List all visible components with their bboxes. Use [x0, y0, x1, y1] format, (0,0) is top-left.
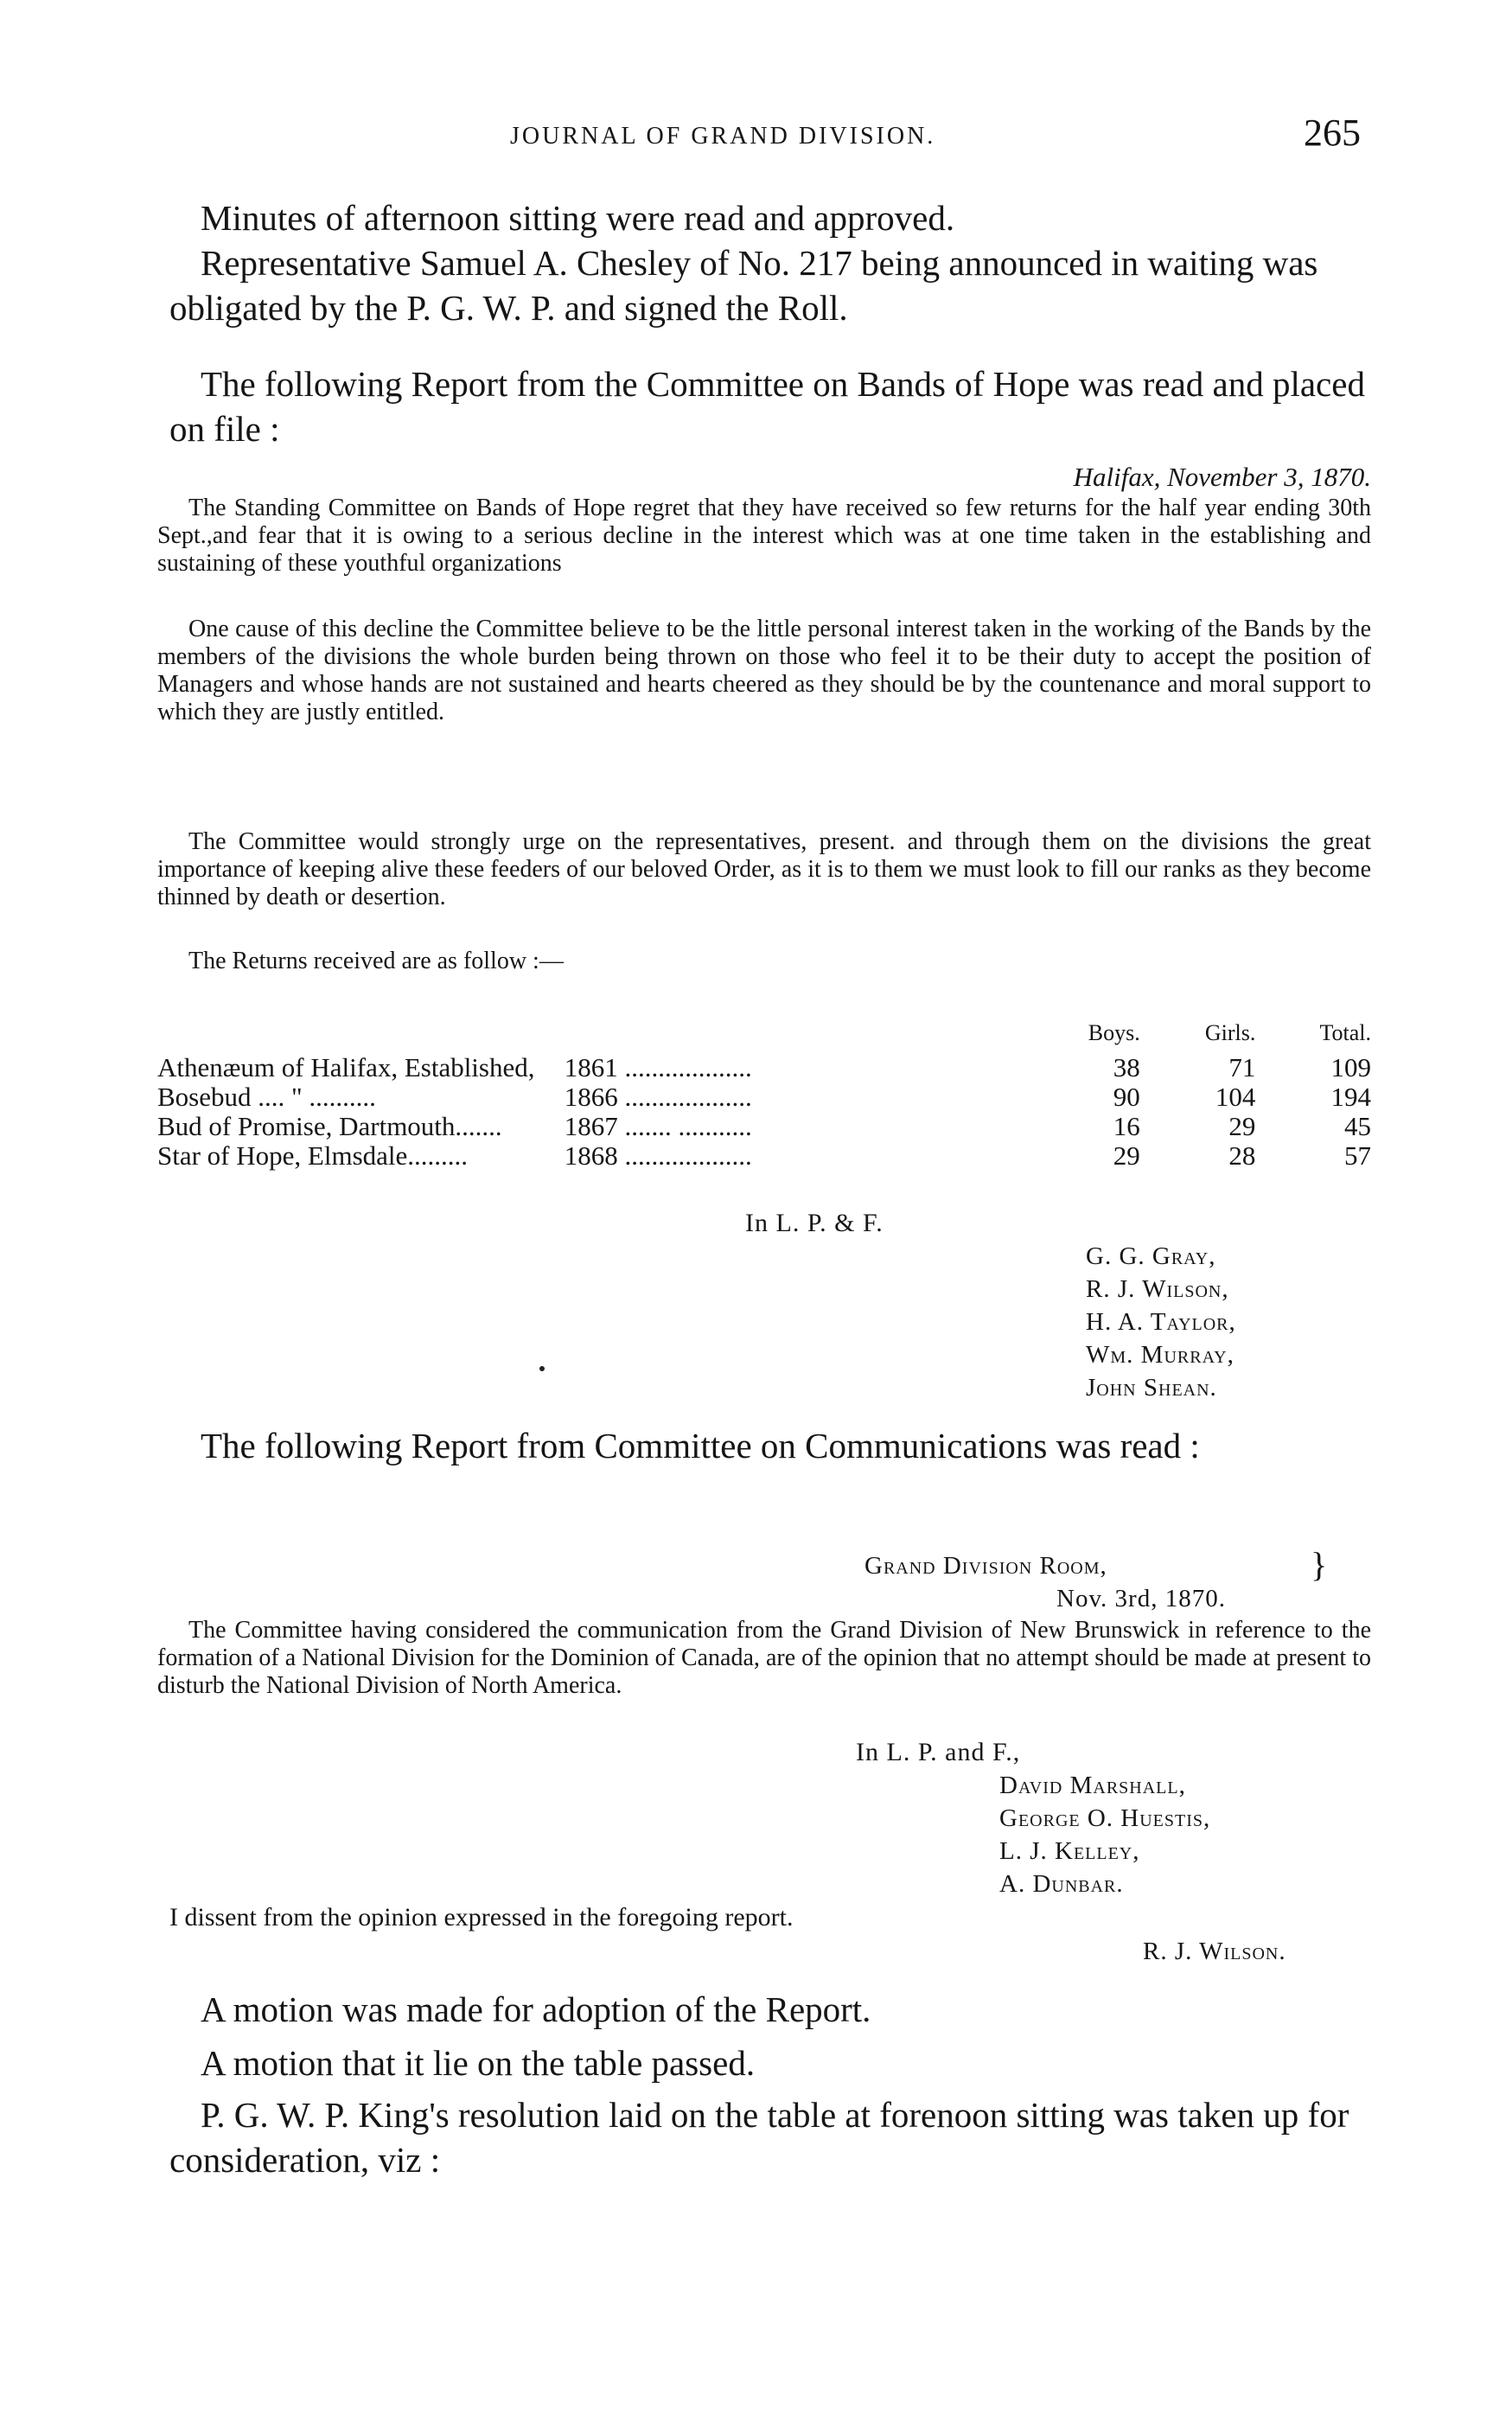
band-girls: 28	[1228, 1140, 1256, 1171]
column-header-boys: Boys.	[1088, 1020, 1140, 1045]
band-girls: 71	[1228, 1052, 1256, 1082]
communications-signatory: A. Dunbar.	[999, 1870, 1124, 1898]
band-name: Star of Hope, Elmsdale.........	[157, 1140, 469, 1171]
table-row	[157, 1082, 1371, 1112]
page-number: 265	[1304, 112, 1361, 154]
communications-closing: In L. P. and F.,	[856, 1738, 1021, 1766]
communications-signatory: L. J. Kelley,	[999, 1837, 1140, 1865]
band-total: 109	[1330, 1052, 1371, 1082]
band-boys: 38	[1113, 1052, 1140, 1082]
communications-date: Nov. 3rd, 1870.	[1056, 1585, 1226, 1612]
dissent-statement: I dissent from the opinion expressed in the foregoing report.	[169, 1903, 794, 1932]
band-established: 1866 ...................	[564, 1082, 752, 1112]
brace-mark: }	[1311, 1545, 1328, 1584]
band-boys: 29	[1113, 1140, 1140, 1171]
band-established: 1868 ...................	[564, 1140, 752, 1171]
bands-report-closing: In L. P. & F.	[745, 1209, 884, 1237]
bands-report-dateline: Halifax, November 3, 1870.	[1073, 462, 1371, 492]
band-established: 1861 ...................	[564, 1052, 752, 1082]
band-name: Athenæum of Halifax, Established,	[157, 1052, 535, 1082]
band-established: 1867 ....... ...........	[564, 1111, 752, 1141]
printer-mark	[539, 1366, 545, 1371]
band-girls: 104	[1215, 1082, 1256, 1112]
bands-signatory: John Shean.	[1086, 1374, 1217, 1402]
bands-report-paragraph-1: The Standing Committee on Bands of Hope regret that they have received so few returns for the half year ending 30th Sept.,and fear that it is owing to a serious decline in the interest which was at one time taken in the establishing and sustaining of these youthful organizations	[157, 495, 1371, 577]
bands-report-paragraph-2: One cause of this decline the Committee believe to be the little personal interest taken in the working of the Bands by the members of the divisions the whole burden being thrown on those who feel it to be their duty to accept the position of Managers and whose hands are not sustained and hearts cheered as they should be by the countenance and moral support to which they are justly entitled.	[157, 616, 1371, 725]
communications-place: Grand Division Room,	[864, 1552, 1107, 1580]
running-head: JOURNAL OF GRAND DIVISION.	[510, 123, 936, 150]
bands-signatory: R. J. Wilson,	[1086, 1275, 1229, 1303]
communications-signatory: David Marshall,	[999, 1772, 1186, 1799]
band-name: Bosebud .... " ..........	[157, 1082, 376, 1112]
band-total: 45	[1344, 1111, 1371, 1141]
band-boys: 90	[1113, 1082, 1140, 1112]
table-row	[157, 1053, 1371, 1082]
band-total: 194	[1330, 1082, 1371, 1112]
minutes-paragraph: Minutes of afternoon sitting were read and approved.	[201, 198, 955, 238]
table-header-row	[157, 1018, 1371, 1053]
column-header-total: Total.	[1319, 1020, 1371, 1045]
bands-report-paragraph-4: The Returns received are as follow :—	[188, 948, 564, 974]
bands-signatory: Wm. Murray,	[1086, 1341, 1234, 1369]
bands-signatory: H. A. Taylor,	[1086, 1308, 1236, 1336]
motion-adoption: A motion was made for adoption of the Report.	[201, 1989, 871, 2029]
bands-report-paragraph-3: The Committee would strongly urge on the representatives, present. and through them on the divisions the great importance of keeping alive these feeders of our beloved Order, as it is to them we must look to fill our ranks as they become thinned by death or desertion.	[157, 828, 1371, 910]
band-total: 57	[1344, 1140, 1371, 1171]
table-row	[157, 1141, 1371, 1171]
returns-table	[157, 1018, 1371, 1171]
communications-intro: The following Report from Committee on Communications was read :	[201, 1426, 1200, 1465]
column-header-girls: Girls.	[1204, 1020, 1256, 1045]
band-boys: 16	[1113, 1111, 1140, 1141]
chesley-paragraph: Representative Samuel A. Chesley of No. 217 being announced in waiting was obligated by the P. G. W. P. and signed the Roll.	[169, 243, 1318, 328]
motion-lie-on-table: A motion that it lie on the table passed.	[201, 2043, 756, 2083]
communications-signatory: George O. Huestis,	[999, 1804, 1211, 1832]
bands-signatory: G. G. Gray,	[1086, 1242, 1216, 1270]
band-name: Bud of Promise, Dartmouth.......	[157, 1111, 502, 1141]
table-row	[157, 1112, 1371, 1141]
communications-body: The Committee having considered the communication from the Grand Division of New Brunswick in reference to the formation of a National Division for the Dominion of Canada, are of the opinion that no attempt should be made at present to disturb the National Division of North America.	[157, 1617, 1371, 1699]
king-resolution-paragraph: P. G. W. P. King's resolution laid on the table at forenoon sitting was taken up for consideration, viz :	[169, 2095, 1349, 2180]
dissent-signatory: R. J. Wilson.	[1143, 1938, 1286, 1965]
bands-intro-paragraph: The following Report from the Committee on Bands of Hope was read and placed on file :	[169, 364, 1365, 449]
band-girls: 29	[1228, 1111, 1256, 1141]
